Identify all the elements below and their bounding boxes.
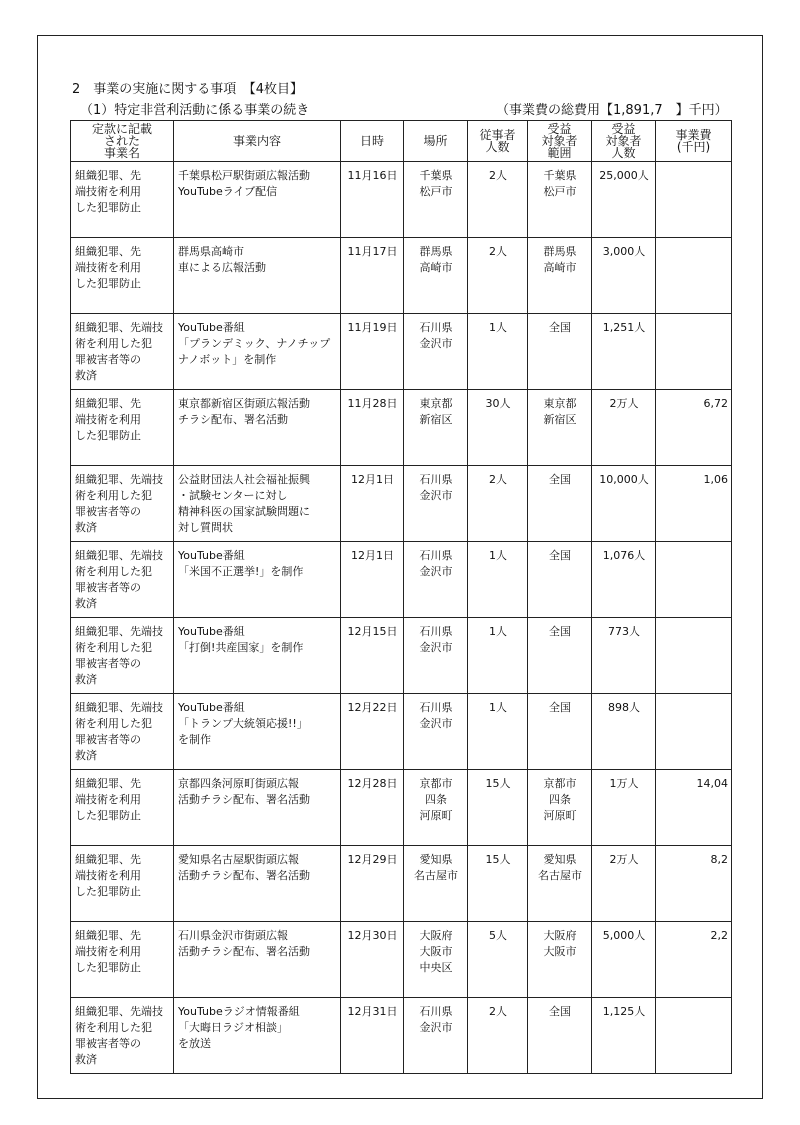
cell-line: 松戸市 [419, 185, 453, 198]
cell-line: 金沢市 [419, 717, 453, 730]
cell-line: チラシ配布、署名活動 [178, 413, 288, 426]
cell-line: した犯罪防止 [75, 885, 141, 898]
cell-line: 公益財団法人社会福祉振興 [178, 473, 310, 486]
cell-beneficiaries: 25,000人 [592, 162, 656, 238]
cell-line: した犯罪防止 [75, 429, 141, 442]
cell-place [404, 542, 468, 618]
cell-cost [656, 694, 732, 770]
cell-line: YouTubeライブ配信 [178, 185, 278, 198]
cell-line: 活動チラシ配布、署名活動 [178, 793, 310, 806]
col-header-cost [656, 121, 732, 162]
cell-date: 12月22日 [341, 694, 404, 770]
cell-beneficiaries: 1万人 [592, 770, 656, 846]
cell-line: 罪被害者等の [75, 353, 141, 366]
cell-line: 救済 [75, 673, 97, 686]
cell-line: 術を利用した犯 [75, 641, 152, 654]
cell-line: した犯罪防止 [75, 809, 141, 822]
section-title: 2 事業の実施に関する事項 【4枚目】 [72, 82, 304, 97]
cell-target-scope [528, 618, 592, 694]
cell-line: した犯罪防止 [75, 277, 141, 290]
cell-line: 組織犯罪、先端技 [75, 321, 163, 334]
cell-target-scope [528, 922, 592, 998]
cell-line: 組織犯罪、先 [75, 169, 141, 182]
cell-content [174, 922, 341, 998]
cell-date: 12月30日 [341, 922, 404, 998]
cell-place [404, 694, 468, 770]
subtitle: （1）特定非営利活動に係る事業の続き [80, 103, 310, 118]
cell-target-scope [528, 846, 592, 922]
cell-line: 全国 [549, 473, 571, 486]
cell-line: 群馬県 [543, 245, 577, 258]
cell-line: 愛知県名古屋駅街頭広報 [178, 853, 299, 866]
cell-line: 石川県 [419, 549, 453, 562]
cell-date: 11月28日 [341, 390, 404, 466]
cell-cost: 14,04 [656, 770, 732, 846]
cell-line: 金沢市 [419, 337, 453, 350]
cell-line: 組織犯罪、先 [75, 853, 141, 866]
cell-staff: 2人 [468, 466, 528, 542]
cell-line: を制作 [178, 733, 211, 746]
cell-line: 組織犯罪、先端技 [75, 625, 163, 638]
cell-line: 対し質問状 [178, 521, 233, 534]
cell-line: 範囲 [547, 146, 572, 160]
cell-line: 中央区 [419, 961, 453, 974]
cell-line: 組織犯罪、先 [75, 929, 141, 942]
cell-line: ・試験センターに対し [178, 489, 288, 502]
cell-line: 救済 [75, 1053, 97, 1066]
cell-staff: 5人 [468, 922, 528, 998]
col-header-project-name [71, 121, 174, 162]
cell-content [174, 314, 341, 390]
cell-line: 大阪府 [543, 929, 577, 942]
cell-line: 金沢市 [419, 489, 453, 502]
cell-target-scope [528, 466, 592, 542]
cell-staff: 1人 [468, 314, 528, 390]
cell-beneficiaries: 1,125人 [592, 998, 656, 1074]
cell-line: 石川県 [419, 625, 453, 638]
cell-line: 千葉県松戸駅街頭広報活動 [178, 169, 310, 182]
cell-project-name [71, 542, 174, 618]
col-header-target-scope [528, 121, 592, 162]
cell-line: 四条 [549, 793, 571, 806]
cell-line: 全国 [549, 701, 571, 714]
cell-line: 全国 [549, 625, 571, 638]
cell-line: した犯罪防止 [75, 961, 141, 974]
cell-line: 端技術を利用 [75, 185, 141, 198]
table-row [71, 542, 732, 618]
cell-content [174, 770, 341, 846]
cell-cost [656, 998, 732, 1074]
table-row [71, 770, 732, 846]
cell-line: 術を利用した犯 [75, 1021, 152, 1034]
cell-line: 群馬県 [419, 245, 453, 258]
cell-staff: 15人 [468, 770, 528, 846]
cell-place [404, 466, 468, 542]
cell-line: 京都四条河原町街頭広報 [178, 777, 299, 790]
cell-line: 端技術を利用 [75, 793, 141, 806]
cell-line: YouTube番組 [178, 321, 245, 334]
cell-line: 定款に記載 [91, 122, 152, 136]
cell-content [174, 846, 341, 922]
cell-staff: 15人 [468, 846, 528, 922]
cell-line: 「米国不正選挙!」を制作 [178, 565, 304, 578]
cell-date: 11月16日 [341, 162, 404, 238]
cell-line: 人数 [611, 146, 636, 160]
cell-date: 12月15日 [341, 618, 404, 694]
cell-project-name [71, 998, 174, 1074]
cell-line: YouTubeラジオ情報番組 [178, 1005, 300, 1018]
cell-line: を放送 [178, 1037, 211, 1050]
cell-content [174, 694, 341, 770]
cell-content [174, 618, 341, 694]
cell-line: 罪被害者等の [75, 581, 141, 594]
cell-line: 「トランプ大統領応援!!」 [178, 717, 308, 730]
cell-line: 新宿区 [543, 413, 577, 426]
cell-line: 術を利用した犯 [75, 717, 152, 730]
table-row [71, 922, 732, 998]
cell-line: 人数 [485, 140, 510, 154]
cell-project-name [71, 922, 174, 998]
table-row [71, 466, 732, 542]
cell-line: YouTube番組 [178, 549, 245, 562]
cell-content [174, 162, 341, 238]
col-header-staff [468, 121, 528, 162]
cell-line: 日時 [359, 134, 384, 148]
cell-line: 名古屋市 [414, 869, 458, 882]
cell-line: 河原町 [543, 809, 577, 822]
cell-cost [656, 618, 732, 694]
cell-cost: 6,72 [656, 390, 732, 466]
cell-line: 金沢市 [419, 565, 453, 578]
cell-line: 石川県 [419, 473, 453, 486]
cell-content [174, 390, 341, 466]
table-header-row [71, 121, 732, 162]
cell-date: 12月29日 [341, 846, 404, 922]
total-cost-label: （事業費の総費用【1,891,7 】千円） [496, 103, 728, 118]
cell-line: 「プランデミック、ナノチップ [178, 337, 331, 350]
cell-staff: 1人 [468, 542, 528, 618]
cell-project-name [71, 846, 174, 922]
cell-place [404, 314, 468, 390]
project-table [70, 120, 732, 1074]
cell-line: 金沢市 [419, 1021, 453, 1034]
cell-staff: 1人 [468, 618, 528, 694]
cell-beneficiaries: 1,076人 [592, 542, 656, 618]
cell-staff: 2人 [468, 162, 528, 238]
cell-line: 石川県 [419, 1005, 453, 1018]
cell-line: 組織犯罪、先端技 [75, 701, 163, 714]
cell-line: 組織犯罪、先 [75, 777, 141, 790]
cell-line: 罪被害者等の [75, 657, 141, 670]
cell-line: 罪被害者等の [75, 733, 141, 746]
cell-beneficiaries: 5,000人 [592, 922, 656, 998]
cell-date: 12月1日 [341, 542, 404, 618]
table-row [71, 846, 732, 922]
cell-project-name [71, 314, 174, 390]
cell-date: 12月28日 [341, 770, 404, 846]
cell-target-scope [528, 694, 592, 770]
cell-line: 精神科医の国家試験問題に [178, 505, 310, 518]
cell-line: 組織犯罪、先端技 [75, 1005, 163, 1018]
cell-project-name [71, 466, 174, 542]
cell-project-name [71, 694, 174, 770]
cell-staff: 2人 [468, 998, 528, 1074]
cell-line: 愛知県 [419, 853, 453, 866]
cell-line: 「打倒!共産国家」を制作 [178, 641, 304, 654]
cell-place [404, 618, 468, 694]
cell-line: 大阪府 [419, 929, 453, 942]
cell-line: 罪被害者等の [75, 505, 141, 518]
cell-line: 端技術を利用 [75, 945, 141, 958]
cell-line: 組織犯罪、先端技 [75, 473, 163, 486]
cell-line: 石川県 [419, 321, 453, 334]
cell-content [174, 238, 341, 314]
cell-line: 全国 [549, 321, 571, 334]
cell-line: 端技術を利用 [75, 261, 141, 274]
cell-place [404, 238, 468, 314]
cell-place [404, 922, 468, 998]
cell-line: 東京都 [419, 397, 453, 410]
cell-project-name [71, 618, 174, 694]
cell-date: 11月17日 [341, 238, 404, 314]
cell-target-scope [528, 238, 592, 314]
cell-line: 組織犯罪、先 [75, 397, 141, 410]
cell-date: 12月31日 [341, 998, 404, 1074]
cell-line: 組織犯罪、先 [75, 245, 141, 258]
cell-line: 受益 [547, 122, 572, 136]
cell-staff: 2人 [468, 238, 528, 314]
cell-line: 活動チラシ配布、署名活動 [178, 869, 310, 882]
cell-line: 事業名 [103, 146, 140, 160]
col-header-place [404, 121, 468, 162]
table-row [71, 314, 732, 390]
cell-line: 救済 [75, 521, 97, 534]
col-header-beneficiaries [592, 121, 656, 162]
cell-line: 高崎市 [419, 261, 453, 274]
cell-line: 車による広報活動 [178, 261, 266, 274]
cell-project-name [71, 162, 174, 238]
cell-line: 京都市 [543, 777, 577, 790]
cell-line: 全国 [549, 549, 571, 562]
cell-line: 組織犯罪、先端技 [75, 549, 163, 562]
cell-line: 端技術を利用 [75, 413, 141, 426]
cell-target-scope [528, 162, 592, 238]
cell-target-scope [528, 542, 592, 618]
cell-cost: 8,2 [656, 846, 732, 922]
cell-line: 名古屋市 [538, 869, 582, 882]
table-row [71, 238, 732, 314]
cell-line: 大阪市 [419, 945, 453, 958]
cell-target-scope [528, 314, 592, 390]
cell-line: 大阪市 [543, 945, 577, 958]
cell-cost: 1,06 [656, 466, 732, 542]
cell-content [174, 542, 341, 618]
cell-line: 事業費 [675, 128, 712, 142]
cell-place [404, 998, 468, 1074]
cell-beneficiaries: 773人 [592, 618, 656, 694]
cell-project-name [71, 770, 174, 846]
cell-target-scope [528, 770, 592, 846]
cell-line: 全国 [549, 1005, 571, 1018]
cell-line: 石川県金沢市街頭広報 [178, 929, 288, 942]
col-header-date [341, 121, 404, 162]
cell-line: 救済 [75, 749, 97, 762]
cell-beneficiaries: 3,000人 [592, 238, 656, 314]
table-row [71, 618, 732, 694]
cell-line: 事業内容 [232, 134, 281, 148]
table-body [71, 162, 732, 1074]
cell-project-name [71, 238, 174, 314]
cell-line: 金沢市 [419, 641, 453, 654]
cell-line: 術を利用した犯 [75, 565, 152, 578]
cell-line: 京都市 [419, 777, 453, 790]
cell-place [404, 390, 468, 466]
cell-line: 千葉県 [543, 169, 577, 182]
table-row [71, 998, 732, 1074]
cell-line: 場所 [423, 134, 448, 148]
cell-content [174, 998, 341, 1074]
cell-beneficiaries: 2万人 [592, 846, 656, 922]
cell-staff: 1人 [468, 694, 528, 770]
table-row [71, 694, 732, 770]
cell-line: 罪被害者等の [75, 1037, 141, 1050]
cell-line: 活動チラシ配布、署名活動 [178, 945, 310, 958]
cell-beneficiaries: 10,000人 [592, 466, 656, 542]
cell-place [404, 162, 468, 238]
cell-line: 千葉県 [419, 169, 453, 182]
cell-line: 術を利用した犯 [75, 337, 152, 350]
cell-line: YouTube番組 [178, 701, 245, 714]
cell-line: 河原町 [419, 809, 453, 822]
cell-place [404, 846, 468, 922]
cell-line: 東京都新宿区街頭広報活動 [178, 397, 310, 410]
cell-beneficiaries: 2万人 [592, 390, 656, 466]
cell-line: 救済 [75, 369, 97, 382]
cell-line: YouTube番組 [178, 625, 245, 638]
table-row [71, 162, 732, 238]
cell-line: 術を利用した犯 [75, 489, 152, 502]
cell-cost [656, 314, 732, 390]
cell-target-scope [528, 390, 592, 466]
cell-beneficiaries: 1,251人 [592, 314, 656, 390]
cell-line: 四条 [425, 793, 447, 806]
cell-line: 石川県 [419, 701, 453, 714]
cell-cost: 2,2 [656, 922, 732, 998]
cell-cost [656, 238, 732, 314]
cell-line: 従事者 [479, 128, 516, 142]
cell-line: した犯罪防止 [75, 201, 141, 214]
cell-line: された [103, 134, 140, 148]
cell-cost [656, 162, 732, 238]
cell-line: 受益 [611, 122, 636, 136]
cell-line: 愛知県 [543, 853, 577, 866]
cell-staff: 30人 [468, 390, 528, 466]
cell-project-name [71, 390, 174, 466]
cell-line: 対象者 [541, 134, 578, 148]
cell-line: ナノボット」を制作 [178, 353, 277, 366]
cell-line: 松戸市 [543, 185, 577, 198]
cell-line: 東京都 [543, 397, 577, 410]
cell-date: 12月1日 [341, 466, 404, 542]
cell-line: (千円) [676, 140, 711, 154]
cell-line: 対象者 [605, 134, 642, 148]
col-header-content [174, 121, 341, 162]
cell-place [404, 770, 468, 846]
cell-line: 端技術を利用 [75, 869, 141, 882]
cell-cost [656, 542, 732, 618]
cell-date: 11月19日 [341, 314, 404, 390]
cell-line: 新宿区 [419, 413, 453, 426]
table-row [71, 390, 732, 466]
cell-line: 群馬県高崎市 [178, 245, 244, 258]
cell-line: 高崎市 [543, 261, 577, 274]
cell-beneficiaries: 898人 [592, 694, 656, 770]
cell-line: 「大晦日ラジオ相談」 [178, 1021, 288, 1034]
cell-line: 救済 [75, 597, 97, 610]
cell-target-scope [528, 998, 592, 1074]
cell-content [174, 466, 341, 542]
